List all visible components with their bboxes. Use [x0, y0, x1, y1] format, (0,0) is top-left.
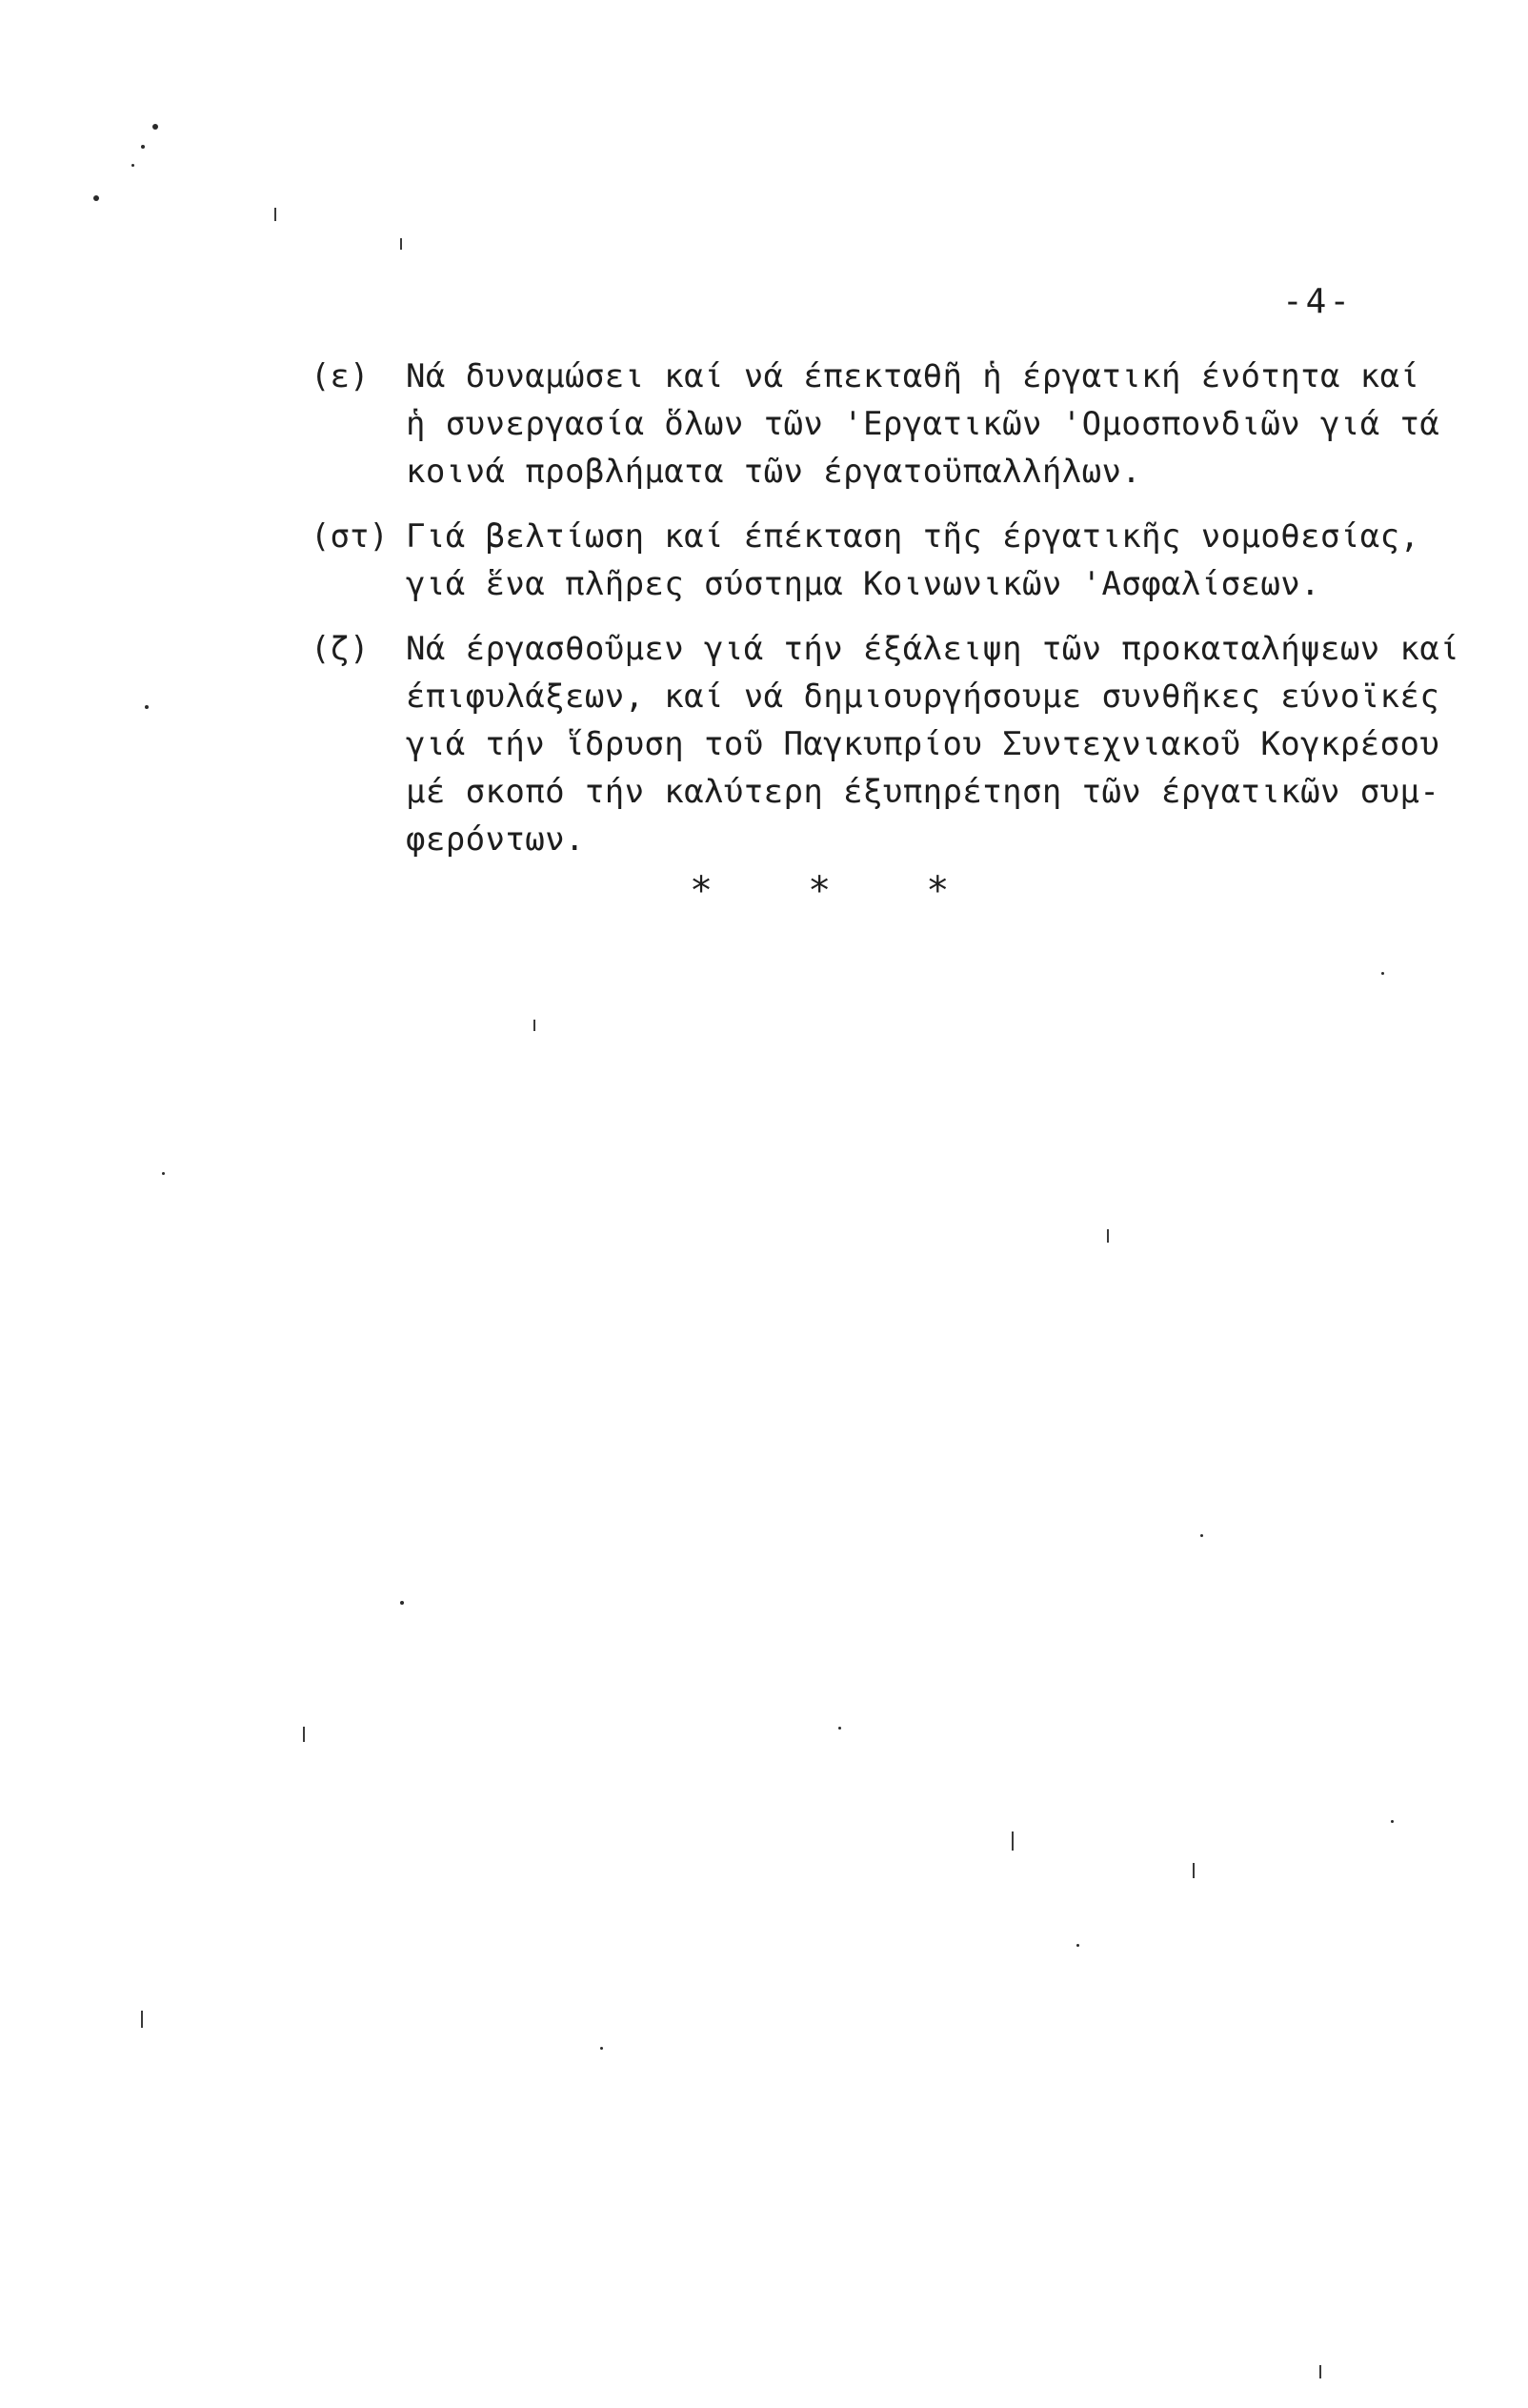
scan-speck [145, 705, 149, 709]
text-line: μέ σκοπό τήν καλύτερη έξυπηρέτηση τῶν έργατικῶν συμ- [406, 773, 1440, 811]
text-line: γιά τήν ἵδρυση τοῦ Παγκυπρίου Συντεχνιακοῦ Κογκρέσου [406, 725, 1440, 763]
scan-speck [1381, 972, 1384, 975]
scan-speck [141, 145, 145, 149]
scan-speck [141, 2011, 143, 2028]
text-line: κοινά προβλήματα τῶν έργατοϋπαλλήλων. [406, 453, 1142, 491]
item-label: (ζ) [311, 630, 370, 668]
text-line: Γιά βελτίωση καί έπέκταση τῆς έργατικῆς νομοθεσίας, [406, 517, 1420, 556]
text-line: έπιφυλάξεων, καί νά δημιουργήσουμε συνθῆκες εύνοϊκές [406, 678, 1440, 716]
scan-speck [400, 238, 402, 250]
scan-speck [303, 1727, 305, 1742]
item-label: (στ) [311, 517, 389, 556]
scan-speck [1107, 1229, 1109, 1243]
scan-speck [162, 1172, 165, 1175]
scan-speck [1391, 1820, 1394, 1823]
scan-speck [152, 124, 158, 130]
scan-speck [1193, 1863, 1195, 1878]
text-line: ἡ συνεργασία ὅλων τῶν 'Εργατικῶν 'Ομοσπονδιῶν γιά τά [406, 405, 1440, 443]
item-text [406, 353, 1463, 496]
scan-speck [1076, 1944, 1079, 1947]
asterisk: * [926, 869, 950, 913]
item-text [406, 513, 1463, 608]
scan-speck [400, 1601, 404, 1605]
list-item [311, 625, 1463, 863]
scan-speck [131, 164, 134, 167]
asterisk: * [808, 869, 832, 913]
item-text [406, 625, 1463, 863]
page-number: -4- [1282, 282, 1354, 321]
text-line: φερόντων. [406, 820, 585, 859]
list-item [311, 513, 1463, 608]
scan-speck [1012, 1831, 1014, 1851]
item-label: (ε) [311, 357, 370, 395]
scan-speck [838, 1727, 841, 1730]
text-line: Νά δυναμώσει καί νά έπεκταθῆ ἡ έργατική ένότητα καί [406, 357, 1420, 395]
scan-speck [600, 2047, 603, 2050]
scan-speck [93, 195, 99, 201]
section-separator [690, 869, 949, 913]
list-item [311, 353, 1463, 496]
text-line: Νά έργασθοῦμεν γιά τήν έξάλειψη τῶν προκαταλήψεων καί [406, 630, 1460, 668]
scan-speck [1319, 2365, 1321, 2378]
scan-speck [533, 1020, 535, 1031]
scan-speck [274, 208, 276, 221]
text-line: γιά ἕνα πλῆρες σύστημα Κοινωνικῶν 'Ασφαλίσεων. [406, 565, 1321, 603]
asterisk: * [690, 869, 714, 913]
scan-speck [1200, 1534, 1203, 1537]
